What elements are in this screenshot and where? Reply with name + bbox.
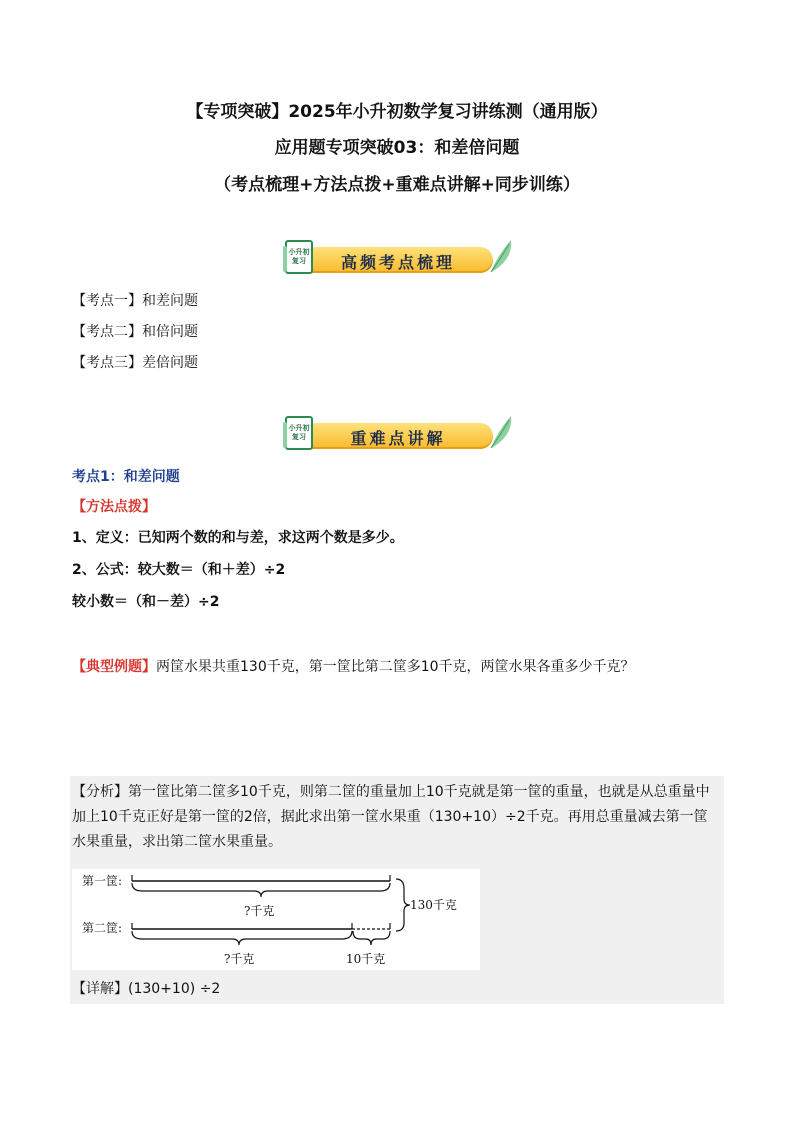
- book-icon: 小升初复习: [285, 416, 313, 450]
- definition-line: 1、定义：已知两个数的和与差，求这两个数是多少。: [72, 530, 404, 546]
- leaf-icon: [487, 414, 515, 452]
- analysis-text: 【分析】第一筐比第二筐多10千克，则第二筐的重量加上10千克就是第一筐的重量，也就是从总重量中加上10千克正好是第一筐的2倍，据此求出第一筐水果重（130+10）÷2千克。再用总重量减去第一筐水果重量，求出第二筐水果重量。: [72, 784, 710, 850]
- banner-ribbon: [303, 423, 493, 449]
- brace-difference: [353, 931, 390, 945]
- label-second-basket: 第二筐:: [82, 921, 123, 935]
- section-title: 考点1：和差问题: [72, 469, 180, 485]
- method-tag: 【方法点拨】: [72, 499, 156, 515]
- example-question: [72, 656, 635, 676]
- banner-title: 高频考点梳理: [340, 253, 455, 272]
- label-difference: 10千克: [346, 952, 386, 966]
- brace-first: [132, 883, 390, 897]
- doc-title-line2: 应用题专项突破03：和差倍问题: [274, 138, 520, 158]
- detail-solution: 【详解】(130+10) ÷2: [72, 981, 221, 997]
- line-segment-diagram: [72, 869, 480, 970]
- formula-larger: 2、公式：较大数＝（和＋差）÷2: [72, 562, 286, 578]
- label-q-second: ?千克: [224, 952, 255, 966]
- doc-title-line1: 【专项突破】2025年小升初数学复习讲练测（通用版）: [186, 102, 608, 122]
- banner-ribbon: [303, 247, 493, 273]
- point-3: 【考点三】差倍问题: [72, 355, 198, 371]
- brace-second: [132, 931, 352, 945]
- point-2: 【考点二】和倍问题: [72, 324, 198, 340]
- point-1: 【考点一】和差问题: [72, 293, 198, 309]
- banner-key-difficult: [285, 416, 515, 452]
- banner-high-frequency: [285, 240, 515, 276]
- banner-title: 重难点讲解: [350, 429, 446, 448]
- leaf-icon: [487, 238, 515, 276]
- example-tag: 【典型例题】: [72, 659, 156, 675]
- label-total: 130千克: [410, 898, 457, 912]
- formula-smaller: 较小数＝（和－差）÷2: [72, 594, 220, 610]
- example-text: 两筐水果共重130千克，第一筐比第二筐多10千克，两筐水果各重多少千克？: [156, 659, 635, 675]
- label-first-basket: 第一筐:: [82, 874, 123, 888]
- brace-total: [396, 879, 410, 931]
- analysis-box: [70, 776, 724, 1004]
- label-q-first: ?千克: [244, 904, 275, 918]
- book-icon: 小升初复习: [285, 240, 313, 274]
- doc-title-line3: （考点梳理+方法点拨+重难点讲解+同步训练）: [214, 175, 580, 195]
